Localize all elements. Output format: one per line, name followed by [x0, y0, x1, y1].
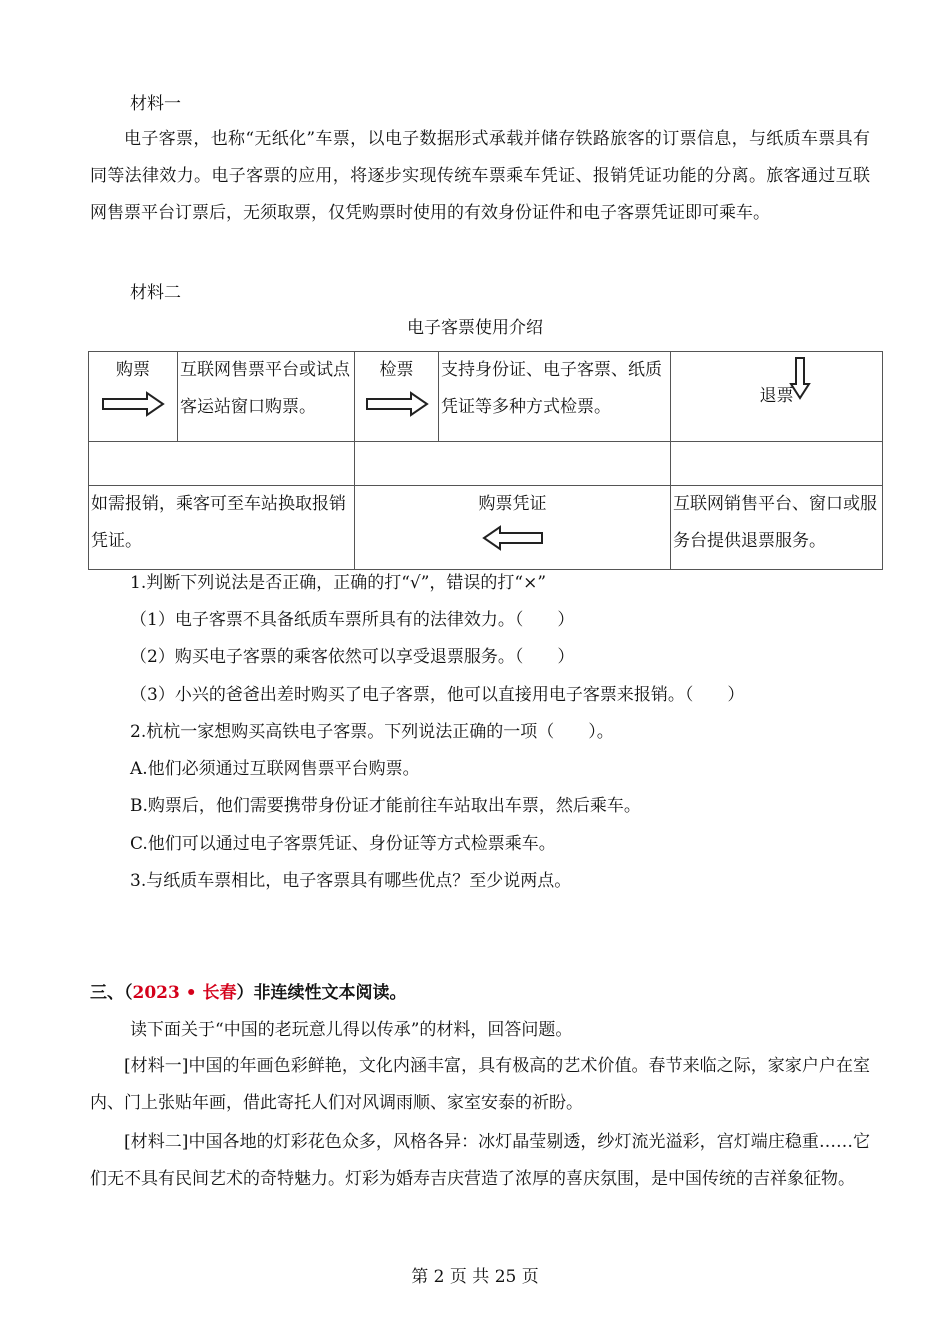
ticket-flow-table: [88, 351, 883, 570]
question-1-2: （2）购买电子客票的乘客依然可以享受退票服务。（ ）: [130, 647, 575, 667]
cell-buy: [89, 352, 178, 442]
material1-text: 电子客票，也称“无纸化”车票，以电子数据形式承载并储存铁路旅客的订票信息，与纸质车票具有同等法律效力。电子客票的应用，将逐步实现传统车票乘车凭证、报销凭证功能的分离。旅客通过互联网售票平台订票后，无须取票，仅凭购票时使用的有效身份证件和电子客票凭证即可乘车。: [90, 129, 870, 223]
section-3-source: 2023 • 长春: [132, 983, 237, 1003]
question-1: 1.判断下列说法是否正确，正确的打“√”，错误的打“×”: [130, 573, 547, 593]
section-3-material-1: [材料一]中国的年画色彩鲜艳，文化内涵丰富，具有极高的艺术价值。春节来临之际，家家户户在室内、门上张贴年画，借此寄托人们对风调雨顺、家室安泰的祈盼。: [90, 1056, 870, 1113]
table-title: 电子客票使用介绍: [407, 318, 543, 338]
question-2-option-c: C.他们可以通过电子客票凭证、身份证等方式检票乘车。: [130, 834, 556, 854]
section-3-heading: [90, 982, 407, 1004]
question-2: 2.杭杭一家想购买高铁电子客票。下列说法正确的一项（ ）。: [130, 722, 614, 742]
section-3-suffix: ）非连续性文本阅读。: [236, 983, 407, 1003]
cell-refund: [671, 352, 883, 442]
empty-cell: [89, 442, 355, 486]
cell-refund-desc: 互联网销售平台、窗口或服务台提供退票服务。: [671, 486, 883, 570]
question-1-1: （1）电子客票不具备纸质车票所具有的法律效力。（ ）: [130, 610, 575, 630]
cell-voucher: [355, 486, 671, 570]
arrow-left-icon: [482, 525, 544, 551]
material1-label: 材料一: [130, 94, 181, 114]
voucher-label: 购票凭证: [478, 494, 547, 514]
cell-check: [355, 352, 439, 442]
question-2-option-a: A.他们必须通过互联网售票平台购票。: [130, 759, 420, 779]
buy-label: 购票: [116, 360, 150, 380]
arrow-right-icon: [101, 391, 165, 417]
section-3-material-2: [材料二]中国各地的灯彩花色众多，风格各异：冰灯晶莹剔透，纱灯流光溢彩，宫灯端庄稳重……它们无不具有民间艺术的奇特魅力。灯彩为婚寿吉庆营造了浓厚的喜庆氛围，是中国传统的吉祥象征物。: [90, 1132, 870, 1189]
section-3-intro: 读下面关于“中国的老玩意儿得以传承”的材料，回答问题。: [130, 1020, 573, 1040]
cell-check-desc: 支持身份证、电子客票、纸质凭证等多种方式检票。: [439, 352, 671, 442]
arrow-right-icon: [365, 391, 429, 417]
question-1-3: （3）小兴的爸爸出差时购买了电子客票，他可以直接用电子客票来报销。（ ）: [130, 685, 745, 705]
check-label: 检票: [379, 360, 414, 380]
question-2-option-b: B.购票后，他们需要携带身份证才能前往车站取出车票，然后乘车。: [130, 796, 641, 816]
cell-buy-desc: 互联网售票平台或试点客运站窗口购票。: [178, 352, 355, 442]
material2-label: 材料二: [130, 283, 181, 303]
section-3-prefix: 三、（: [90, 983, 133, 1003]
question-3: 3.与纸质车票相比，电子客票具有哪些优点？至少说两点。: [130, 871, 572, 891]
empty-cell: [355, 442, 671, 486]
cell-reimburse: 如需报销，乘客可至车站换取报销凭证。: [89, 486, 355, 570]
page-footer: 第 2 页 共 25 页: [411, 1267, 539, 1287]
empty-cell: [671, 442, 883, 486]
refund-label: 退票: [759, 386, 794, 406]
arrow-down-icon: [789, 356, 811, 400]
